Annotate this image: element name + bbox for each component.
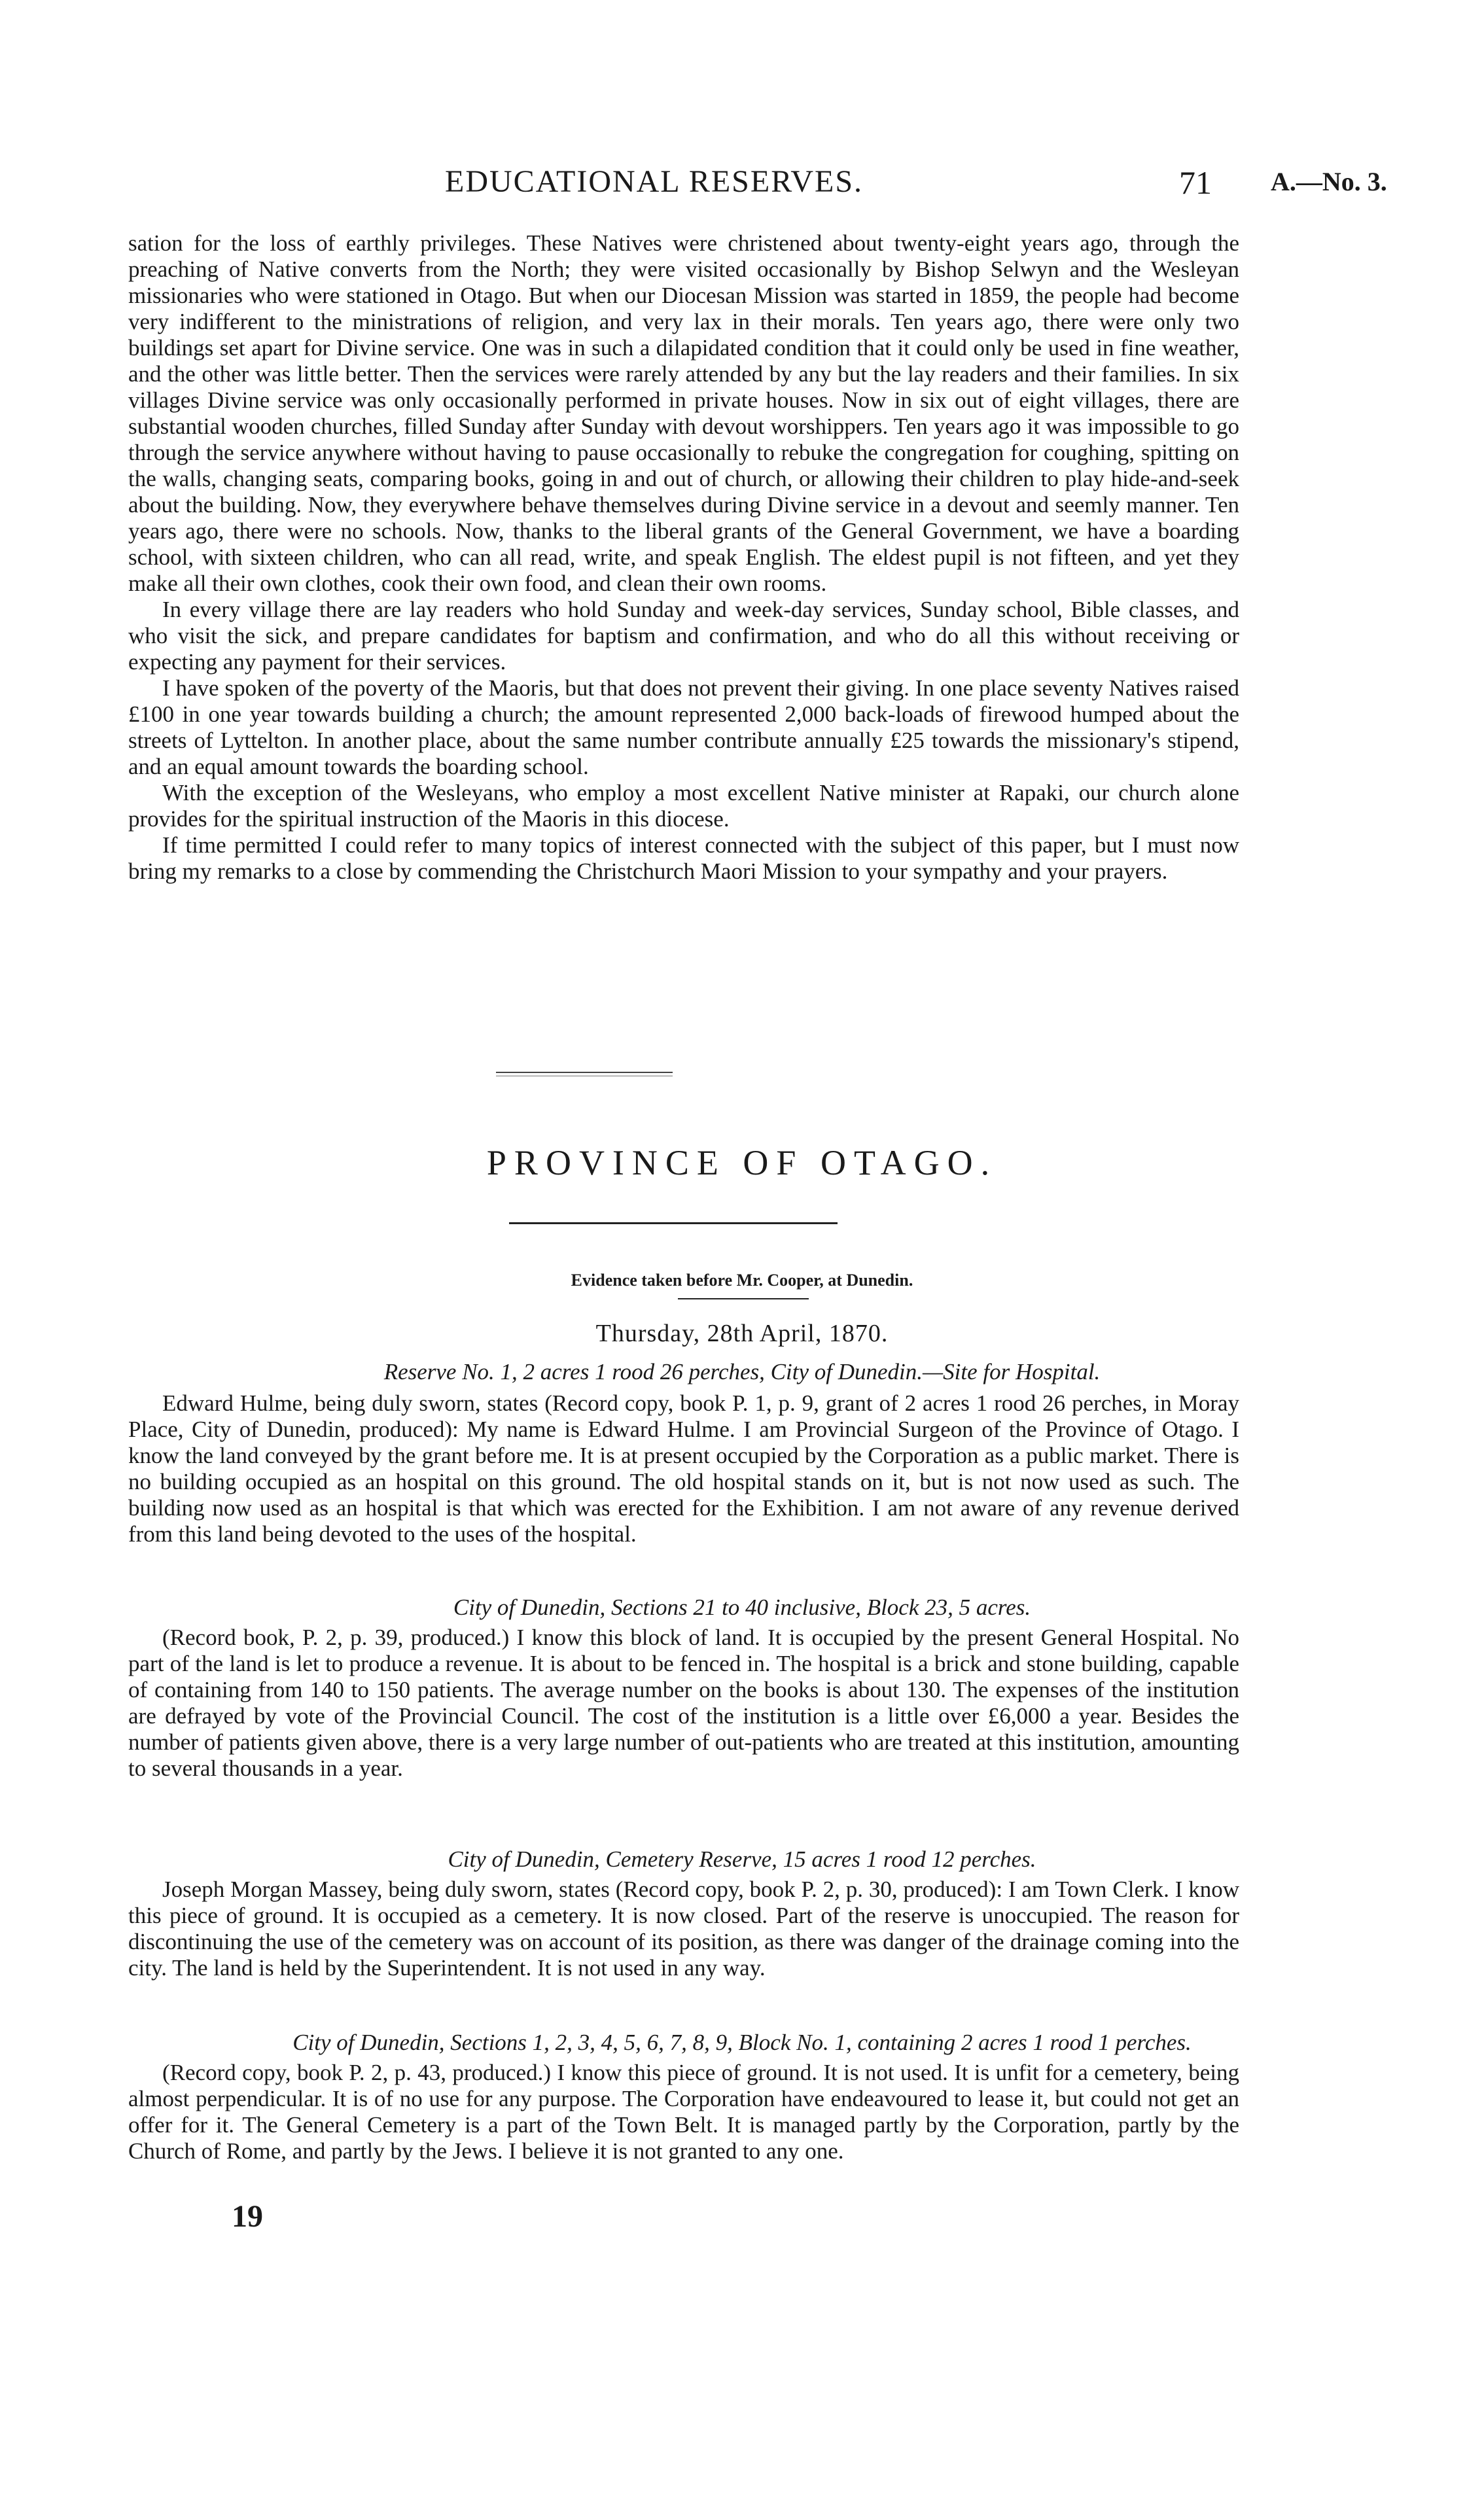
paragraph: Edward Hulme, being duly sworn, states (Record copy, book P. 1, p. 9, grant of 2 acres 1 rood 26 perches, in Moray Place, City of Dunedin, produced): My name is Edward Hulme. I am Provincial Surgeon of the Province of Otago. I know the land conveyed by the grant before me. It is at present occupied by the Corporation as a public market. There is no building occupied as an hospital on this ground. The old hospital stands on it, but is not now used as such. The building now used as an hospital is that which was erected for the Exhibition. I am not aware of any revenue derived from this land being devoted to the uses of the hospital. <box>128 1390 1239 1547</box>
paragraph: sation for the loss of earthly privileges. These Natives were christened about twenty-eight years ago, through the preaching of Native converts from the North; they were visited occasionally by Bishop Selwyn and the Wesleyan missionaries who were stationed in Otago. But when our Diocesan Mission was started in 1859, the people had become very indifferent to the ministrations of religion, and very lax in their morals. Ten years ago, there were only two buildings set apart for Divine service. One was in such a dilapidated condition that it could only be used in fine weather, and the other was little better. Then the services were rarely attended by any but the lay readers and their families. In six villages Divine service was only occasionally performed in private houses. Now in six out of eight villages, there are substantial wooden churches, filled Sunday after Sunday with devout worshippers. Ten years ago it was impossible to go through the service anywhere without having to pause occasionally to rebuke the congregation for coughing, spitting on the walls, changing seats, comparing books, going in and out of church, or allowing their children to play hide-and-seek about the building. Now, they everywhere behave themselves during Divine service in a devout and seemly manner. Ten years ago, there were no schools. Now, thanks to the liberal grants of the General Government, we have a boarding school, with sixteen children, who can all read, write, and speak English. The eldest pupil is not fifteen, and yet they make all their own clothes, cook their own food, and clean their own rooms. <box>128 230 1239 596</box>
running-title: EDUCATIONAL RESERVES. <box>445 164 864 199</box>
paragraph: (Record book, P. 2, p. 39, produced.) I know this block of land. It is occupied by the present General Hospital. No part of the land is let to produce a revenue. It is about to be fenced in. The hospital is a brick and stone building, capable of containing from 140 to 150 patients. The average number on the books is about 130. The expenses of the institution are defrayed by vote of the Provincial Council. The cost of the institution is a little over £6,000 a year. Besides the number of patients given above, there is a very large number of out-patients who are treated at this institution, amounting to several thousands in a year. <box>128 1625 1239 1781</box>
short-rule <box>678 1298 809 1299</box>
section-heading: City of Dunedin, Cemetery Reserve, 15 acres 1 rood 12 perches. <box>448 1846 1036 1872</box>
section-heading: Reserve No. 1, 2 acres 1 rood 26 perches, City of Dunedin.—Site for Hospital. <box>383 1359 1101 1384</box>
paragraph: With the exception of the Wesleyans, who employ a most excellent Native minister at Rapaki, our church alone provides for the spiritual instruction of the Maoris in this diocese. <box>128 780 1239 832</box>
paragraph: In every village there are lay readers who hold Sunday and week-day services, Sunday school, Bible classes, and who visit the sick, and prepare candidates for baptism and confirmation, and who do all this without receiving or expecting any payment for their services. <box>128 597 1239 675</box>
intro-text <box>128 230 1239 885</box>
date-line: Thursday, 28th April, 1870. <box>595 1320 889 1347</box>
paragraph: If time permitted I could refer to many topics of interest connected with the subject of this paper, but I must now bring my remarks to a close by commending the Christchurch Maori Mission to your sympathy and your prayers. <box>128 832 1239 884</box>
page-number: 71 <box>1179 164 1212 201</box>
section-heading: City of Dunedin, Sections 1, 2, 3, 4, 5, 6, 7, 8, 9, Block No. 1, containing 2 acres 1 rood 1 perches. <box>292 2030 1192 2055</box>
evidence-line: Evidence taken before Mr. Cooper, at Dunedin. <box>571 1271 913 1290</box>
section-divider <box>496 1072 673 1073</box>
title-rule <box>509 1222 838 1224</box>
paragraph: I have spoken of the poverty of the Maoris, but that does not prevent their giving. In one place seventy Natives raised £100 in one year towards building a church; the amount represented 2,000 back-loads of firewood humped about the streets of Lyttelton. In another place, about the same number contribute annually £25 towards the missionary's stipend, and an equal amount towards the boarding school. <box>128 675 1239 779</box>
section-body <box>128 1877 1239 1981</box>
signature-number: 19 <box>232 2199 263 2234</box>
province-title: PROVINCE OF OTAGO. <box>486 1143 998 1182</box>
paragraph: Joseph Morgan Massey, being duly sworn, states (Record copy, book P. 2, p. 30, produced): I am Town Clerk. I know this piece of ground. It is occupied as a cemetery. It is now closed. Part of the reserve is unoccupied. The reason for discontinuing the use of the cemetery was on account of its position, as there was danger of the drainage coming into the city. The land is held by the Superintendent. It is not used in any way. <box>128 1877 1239 1981</box>
document-reference: A.—No. 3. <box>1271 167 1387 196</box>
paragraph: (Record copy, book P. 2, p. 43, produced.) I know this piece of ground. It is not used. It is unfit for a cemetery, being almost perpendicular. It is of no use for any purpose. The Corporation have endeavoured to lease it, but could not get an offer for it. The General Cemetery is a part of the Town Belt. It is managed partly by the Corporation, partly by the Church of Rome, and partly by the Jews. I believe it is not granted to any one. <box>128 2060 1239 2164</box>
page-header <box>0 164 1484 203</box>
section-body <box>128 2060 1239 2164</box>
section-heading: City of Dunedin, Sections 21 to 40 inclusive, Block 23, 5 acres. <box>453 1595 1031 1620</box>
section-body <box>128 1390 1239 1547</box>
section-body <box>128 1625 1239 1782</box>
